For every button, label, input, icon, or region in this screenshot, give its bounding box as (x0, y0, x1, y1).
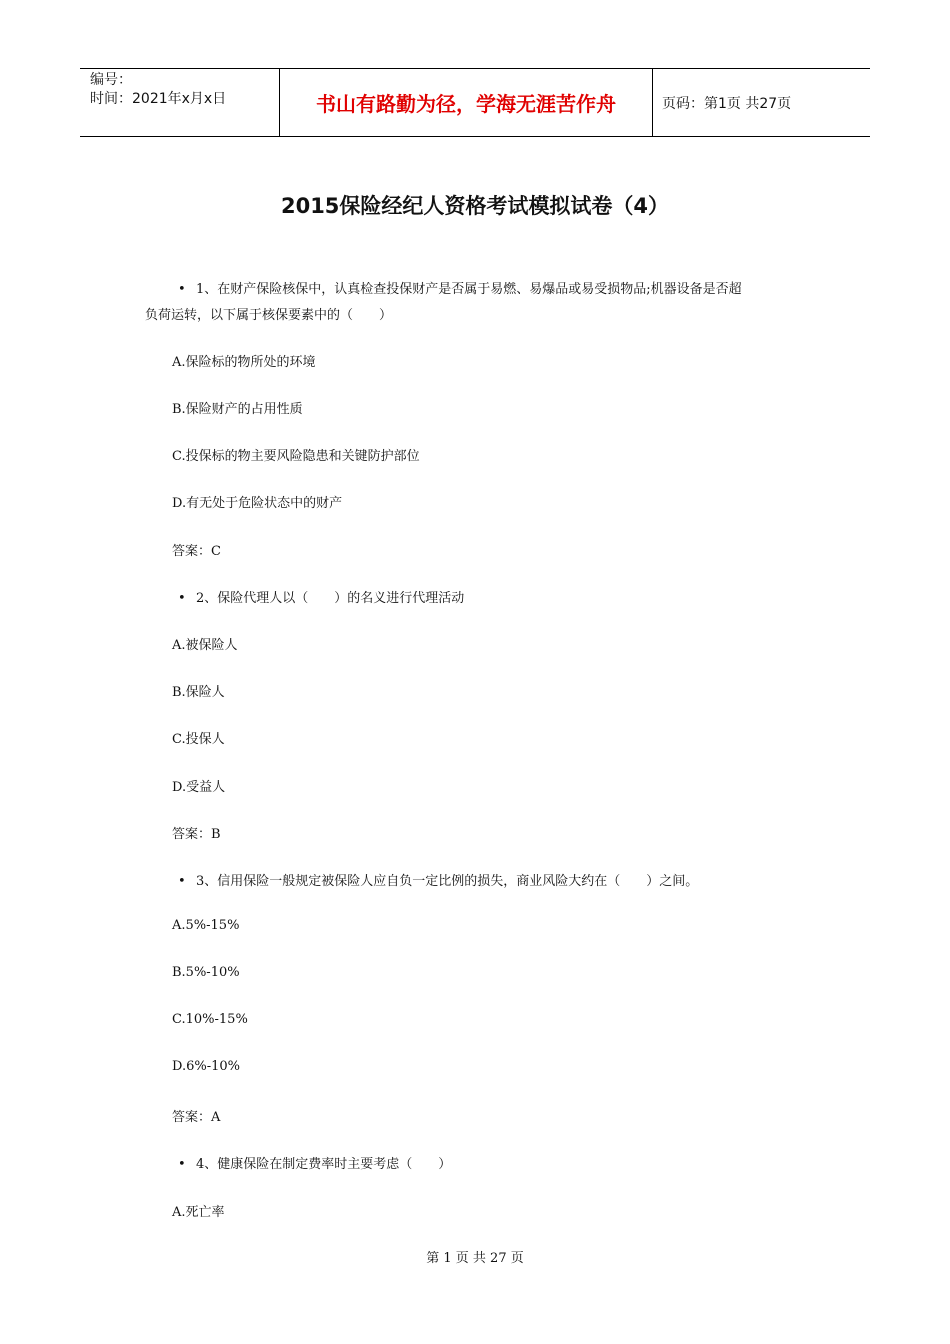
bullet-icon: • (178, 282, 186, 297)
answer-option: A.死亡率 (172, 1205, 225, 1220)
header-meta (80, 69, 280, 136)
answer-option: B.保险人 (172, 685, 225, 700)
bullet-icon: • (178, 591, 186, 606)
page-header (80, 68, 870, 137)
answer-key: 答案：C (172, 544, 221, 559)
answer-option: C.投保标的物主要风险隐患和关键防护部位 (172, 449, 420, 464)
question-stem: • 4、健康保险在制定费率时主要考虑（ ） (178, 1157, 452, 1172)
answer-option: A.被保险人 (172, 638, 238, 653)
answer-option: C.投保人 (172, 732, 225, 747)
answer-option: A.保险标的物所处的环境 (172, 355, 316, 370)
page-footer: 第 1 页 共 27 页 (426, 1251, 524, 1266)
header-page-info: 页码：第1页 共27页 (662, 95, 792, 112)
answer-option: D.受益人 (172, 780, 226, 795)
header-motto: 书山有路勤为径，学海无涯苦作舟 (280, 69, 653, 136)
bullet-icon: • (178, 1157, 186, 1172)
time-label: 时间：2021年x月x日 (90, 91, 227, 107)
question-stem: • 2、保险代理人以（ ）的名义进行代理活动 (178, 591, 465, 606)
question-stem: • 1、在财产保险核保中，认真检查投保财产是否属于易燃、易爆品或易受损物品;机器设备是否超 (178, 282, 742, 297)
answer-option: C.10%-15% (172, 1012, 248, 1027)
question-stem: • 3、信用保险一般规定被保险人应自负一定比例的损失，商业风险大约在（ ）之间。 (178, 874, 699, 889)
question-stem-continued: 负荷运转，以下属于核保要素中的（ ） (145, 308, 393, 323)
answer-key: 答案：A (172, 1110, 221, 1125)
document-title: 2015保险经纪人资格考试模拟试卷（4） (280, 194, 670, 218)
bullet-icon: • (178, 874, 186, 889)
answer-key: 答案：B (172, 827, 221, 842)
answer-option: A.5%-15% (172, 918, 240, 933)
answer-option: D.有无处于危险状态中的财产 (172, 496, 343, 511)
answer-option: B.保险财产的占用性质 (172, 402, 303, 417)
answer-option: B.5%-10% (172, 965, 240, 980)
answer-option: D.6%-10% (172, 1059, 241, 1074)
number-label: 编号： (90, 72, 132, 88)
